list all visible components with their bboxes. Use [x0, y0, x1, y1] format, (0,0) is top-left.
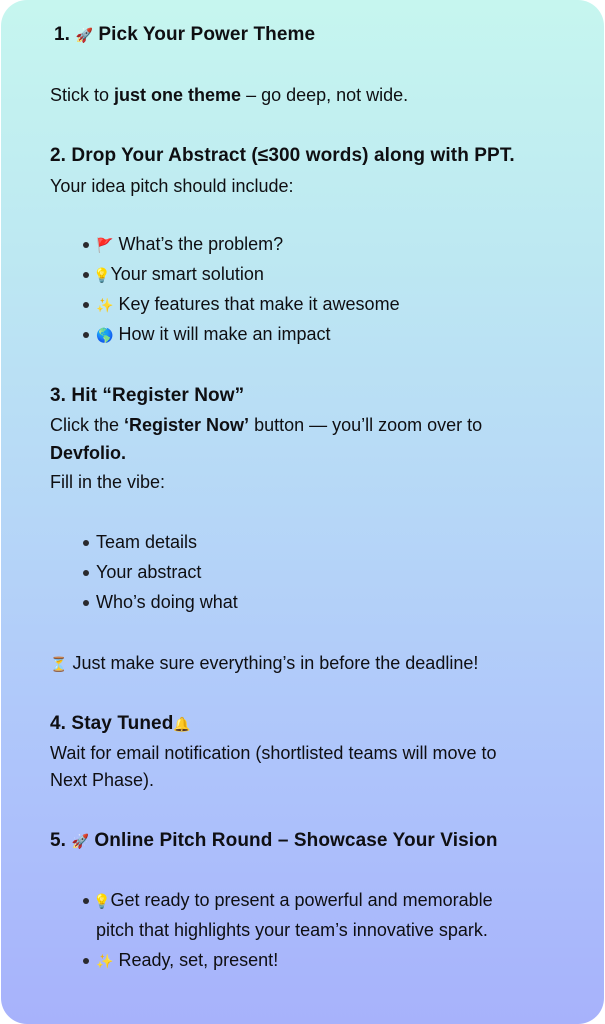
list-item — [96, 234, 283, 255]
bullet-dot — [83, 958, 89, 964]
devfolio-label: Devfolio. — [50, 443, 127, 463]
list-item — [93, 890, 493, 911]
bullet-dot — [83, 332, 89, 338]
step-1-text-pre: Stick to — [50, 85, 115, 105]
bullet-dot — [83, 570, 89, 576]
list-item — [96, 950, 278, 971]
step-5-number: 5. — [50, 830, 67, 851]
bullet-dot — [83, 600, 89, 606]
globe-icon: 🌎 — [96, 328, 114, 344]
step-3-text — [50, 415, 482, 436]
step-1-text-post: – go deep, not wide. — [241, 85, 409, 105]
step-3-text-post: button — you’ll zoom over to — [249, 415, 483, 435]
list-item-text: Key features that make it awesome — [113, 294, 400, 314]
list-item-continuation: pitch that highlights your team’s innovative spark. — [96, 920, 488, 940]
step-5-heading — [50, 830, 498, 852]
list-item-text: What’s the problem? — [113, 234, 284, 254]
bullet-dot — [83, 540, 89, 546]
rocket-icon: 🚀 — [71, 834, 89, 850]
step-1-number: 1. — [54, 24, 71, 45]
step-2-intro: Your idea pitch should include: — [50, 176, 294, 196]
list-item-text: Your smart solution — [110, 264, 264, 284]
bullet-dot — [83, 272, 89, 278]
step-4-text-line-2: Next Phase). — [50, 770, 155, 790]
bullet-dot — [83, 302, 89, 308]
step-2-heading: 2. Drop Your Abstract (≤300 words) along with PPT. — [50, 145, 515, 166]
list-item — [93, 264, 264, 285]
rocket-icon: 🚀 — [75, 28, 93, 44]
deadline-text: Just make sure everything’s in before the deadline! — [67, 653, 479, 673]
deadline-note — [50, 653, 478, 674]
red-flag-icon: 🚩 — [96, 238, 114, 254]
list-item: Team details — [96, 532, 198, 552]
list-item-text: Get ready to present a powerful and memorable — [110, 890, 493, 910]
step-3-text-pre: Click the — [50, 415, 125, 435]
step-1-heading — [54, 24, 315, 46]
list-item-text: Ready, set, present! — [113, 950, 279, 970]
hourglass-icon: ⏳ — [50, 657, 68, 673]
list-item — [96, 324, 331, 345]
step-1-title: Pick Your Power Theme — [98, 24, 316, 45]
step-4-text-line-1: Wait for email notification (shortlisted teams will move to — [50, 743, 497, 763]
lightbulb-icon: 💡 — [93, 894, 111, 910]
step-5-title: Online Pitch Round – Showcase Your Vision — [94, 830, 498, 851]
lightbulb-icon: 💡 — [93, 268, 111, 284]
bullet-dot — [83, 242, 89, 248]
step-3-intro: Fill in the vibe: — [50, 472, 166, 492]
step-3-heading: 3. Hit “Register Now” — [50, 385, 245, 406]
list-item-text: How it will make an impact — [113, 324, 331, 344]
step-4-heading — [50, 713, 191, 735]
list-item: Your abstract — [96, 562, 202, 582]
step-1-text — [50, 85, 408, 106]
bell-icon: 🔔 — [173, 717, 191, 733]
step-1-text-bold: just one theme — [114, 85, 242, 105]
register-now-reference: ‘Register Now’ — [124, 415, 250, 435]
list-item: Who’s doing what — [96, 592, 238, 612]
instructions-card — [1, 0, 604, 1024]
step-4-title: 4. Stay Tuned — [50, 713, 174, 734]
sparkles-icon: ✨ — [96, 298, 114, 314]
bullet-dot — [83, 898, 89, 904]
list-item — [96, 294, 400, 315]
sparkles-icon: ✨ — [96, 954, 114, 970]
